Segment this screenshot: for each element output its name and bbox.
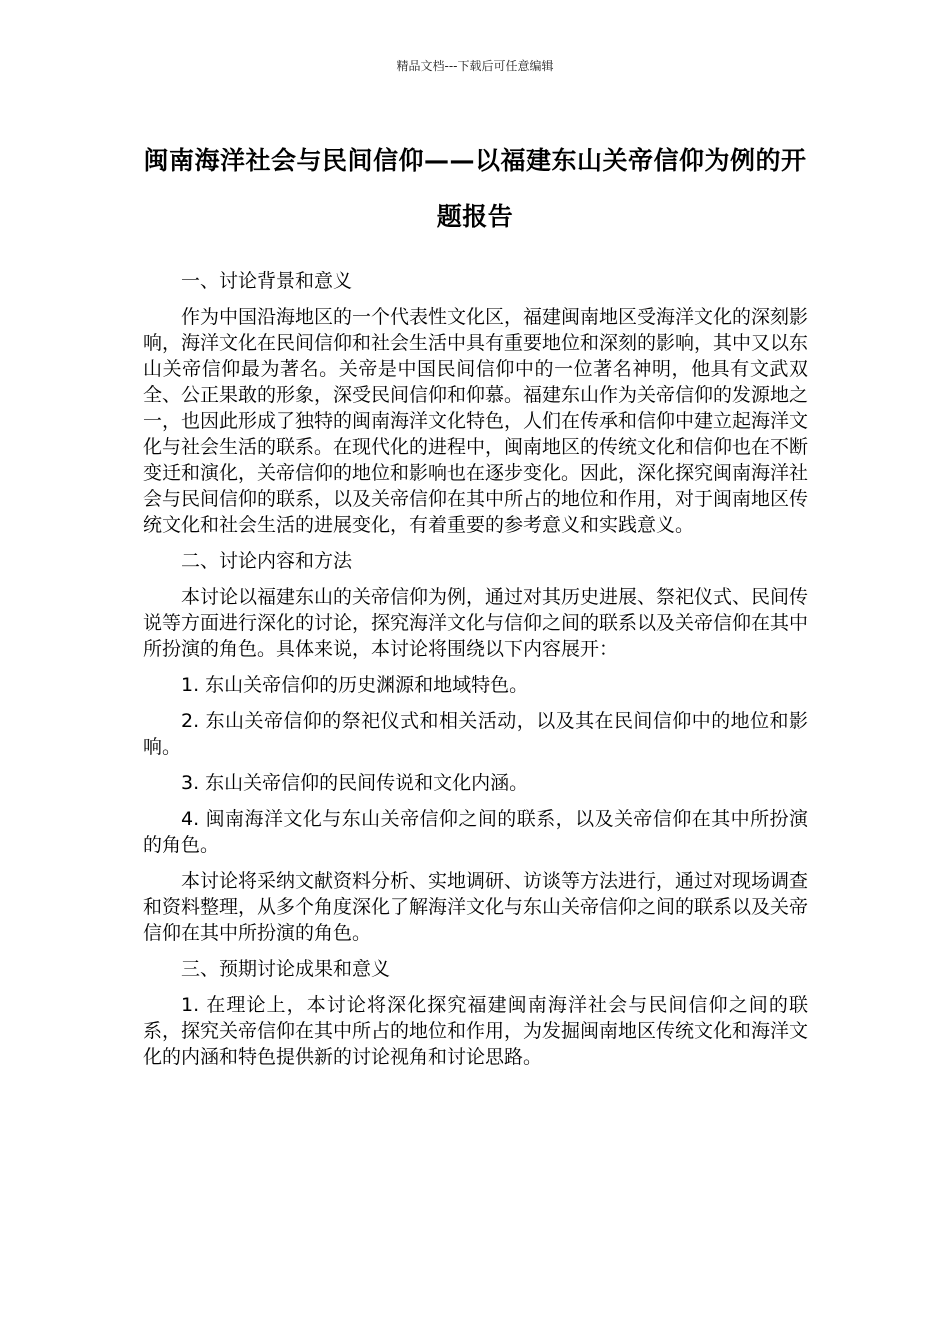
section-heading: 二、讨论内容和方法	[181, 550, 353, 572]
paragraph: 本讨论以福建东山的关帝信仰为例，通过对其历史进展、祭祀仪式、民间传说等方面进行深化的讨论，探究海洋文化与信仰之间的联系以及关帝信仰在其中所扮演的角色。具体来说，本讨论将围绕以下内容展开：	[143, 586, 809, 660]
list-item: 4. 闽南海洋文化与东山关帝信仰之间的联系，以及关帝信仰在其中所扮演的角色。	[143, 808, 808, 856]
list-item: 1. 东山关帝信仰的历史渊源和地域特色。	[181, 674, 529, 696]
list-item: 2. 东山关帝信仰的祭祀仪式和相关活动，以及其在民间信仰中的地位和影响。	[143, 710, 808, 758]
list-item: 3. 东山关帝信仰的民间传说和文化内涵。	[181, 772, 529, 794]
list-item: 1. 在理论上，本讨论将深化探究福建闽南海洋社会与民间信仰之间的联系，探究关帝信仰在其中所占的地位和作用，为发掘闽南地区传统文化和海洋文化的内涵和特色提供新的讨论视角和讨论思路。	[143, 994, 809, 1068]
section-heading: 三、预期讨论成果和意义	[181, 958, 391, 980]
paragraph: 本讨论将采纳文献资料分析、实地调研、访谈等方法进行，通过对现场调查和资料整理，从多个角度深化了解海洋文化与东山关帝信仰之间的联系以及关帝信仰在其中所扮演的角色。	[143, 870, 809, 944]
document-title: 闽南海洋社会与民间信仰——以福建东山关帝信仰为例的开题报告	[143, 146, 807, 231]
paragraph: 作为中国沿海地区的一个代表性文化区，福建闽南地区受海洋文化的深刻影响，海洋文化在民间信仰和社会生活中具有重要地位和深刻的影响，其中又以东山关帝信仰最为著名。关帝是中国民间信仰中的一位著名神明，他具有文武双全、公正果敢的形象，深受民间信仰和仰慕。福建东山作为关帝信仰的发源地之一，也因此形成了独特的闽南海洋文化特色，人们在传承和信仰中建立起海洋文化与社会生活的联系。在现代化的进程中，闽南地区的传统文化和信仰也在不断变迁和演化，关帝信仰的地位和影响也在逐步变化。因此，深化探究闽南海洋社会与民间信仰的联系，以及关帝信仰在其中所占的地位和作用，对于闽南地区传统文化和社会生活的进展变化，有着重要的参考意义和实践意义。	[143, 306, 809, 536]
section-heading: 一、讨论背景和意义	[181, 270, 353, 292]
page-header: 精品文档---下载后可任意编辑	[396, 59, 554, 73]
document-body	[143, 268, 808, 1080]
